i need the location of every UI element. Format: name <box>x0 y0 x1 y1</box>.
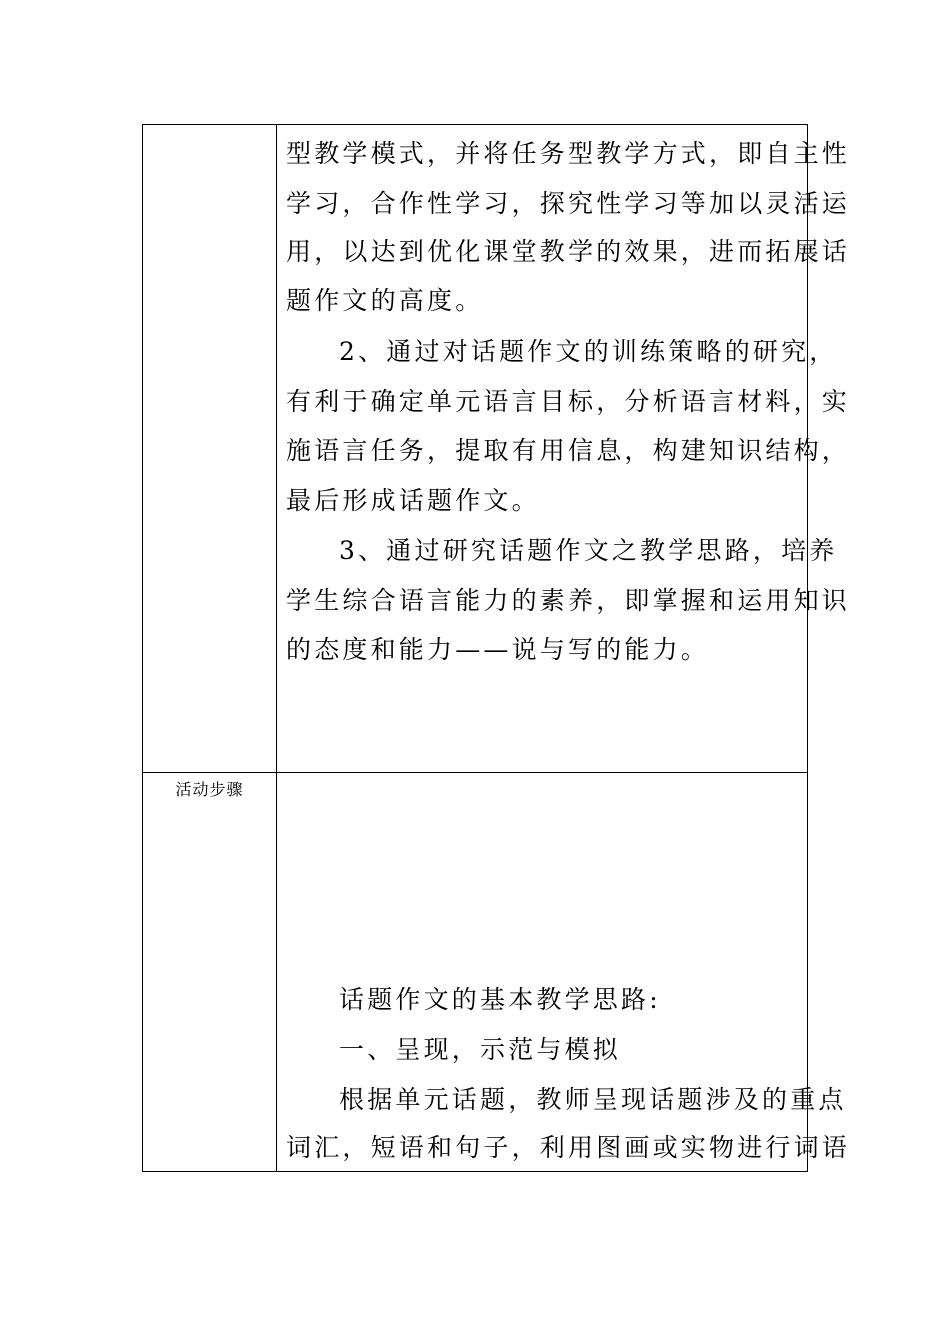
document-table <box>142 124 851 1172</box>
row-divider <box>143 772 807 773</box>
paragraph-line: 词汇，短语和句子，利用图画或实物进行词语 <box>286 1133 851 1162</box>
paragraph-line: 用，以达到优化课堂教学的效果，进而拓展话 <box>286 237 851 266</box>
paragraph-line: 3、通过研究话题作文之教学思路，培养 <box>339 536 838 565</box>
paragraph-line: 施语言任务，提取有用信息，构建知识结构， <box>286 436 851 465</box>
paragraph-line: 学生综合语言能力的素养，即掌握和运用知识 <box>286 586 851 615</box>
column-divider <box>276 125 277 1171</box>
paragraph-line: 题作文的高度。 <box>286 286 484 315</box>
subsection-heading: 一、呈现，示范与模拟 <box>339 1035 622 1064</box>
row-label-activity-steps: 活动步骤 <box>175 780 244 799</box>
paragraph-line: 学习，合作性学习，探究性学习等加以灵活运 <box>286 189 851 218</box>
paragraph-line: 最后形成话题作文。 <box>286 486 540 515</box>
paragraph-line: 的态度和能力——说与写的能力。 <box>286 635 710 664</box>
section-heading: 话题作文的基本教学思路: <box>339 985 661 1014</box>
paragraph-line: 有利于确定单元语言目标，分析语言材料，实 <box>286 387 851 416</box>
paragraph-line: 型教学模式，并将任务型教学方式，即自主性 <box>286 139 851 168</box>
paragraph-line: 2、通过对话题作文的训练策略的研究， <box>339 337 838 366</box>
paragraph-line: 根据单元话题，教师呈现话题涉及的重点 <box>339 1085 847 1114</box>
